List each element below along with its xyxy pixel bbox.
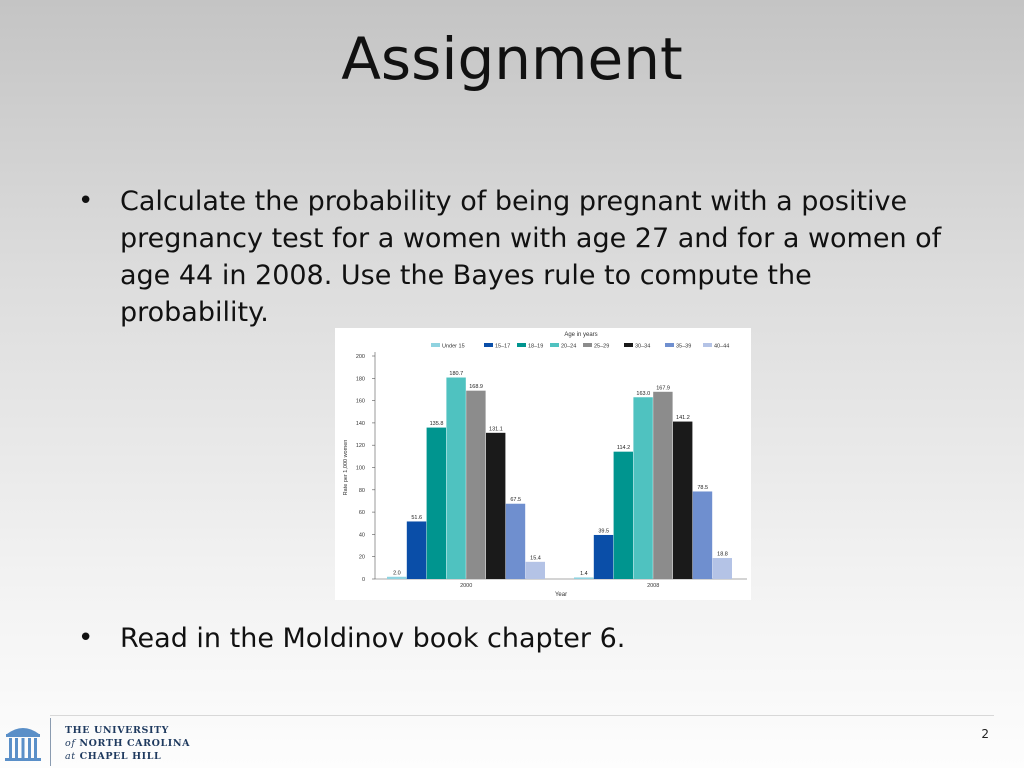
bar — [466, 391, 485, 579]
data-label: 131.1 — [489, 426, 503, 433]
data-label: 180.7 — [449, 371, 464, 378]
bar — [633, 397, 652, 579]
data-label: 2.0 — [393, 570, 401, 577]
bar — [574, 577, 593, 579]
y-axis-title: Rate per 1,000 women — [343, 439, 349, 496]
data-label: 78.5 — [697, 484, 709, 491]
bullet-glyph: • — [78, 186, 94, 216]
legend-label: 18–19 — [528, 343, 544, 350]
legend-swatch — [624, 343, 633, 347]
logo-line-3: at CHAPEL HILL — [65, 751, 162, 762]
data-label: 167.9 — [656, 385, 670, 392]
data-label: 141.2 — [676, 415, 690, 422]
legend-swatch — [583, 343, 592, 347]
bar — [407, 521, 426, 579]
bar — [526, 562, 545, 579]
bar — [693, 491, 712, 579]
y-tick-label: 20 — [358, 554, 365, 561]
data-label: 135.8 — [429, 421, 444, 428]
footer-divider — [50, 715, 994, 716]
bar — [653, 392, 672, 579]
bar — [446, 378, 465, 579]
bullet-item-1 — [78, 183, 948, 331]
bullet-item-2 — [78, 620, 948, 657]
y-tick-label: 40 — [358, 532, 365, 539]
slide-title: Assignment — [341, 25, 683, 93]
legend-label: 35–39 — [676, 343, 692, 350]
university-logo-text — [65, 724, 190, 763]
x-axis-title: Year — [554, 592, 568, 598]
bar — [427, 428, 446, 579]
data-label: 163.0 — [636, 390, 651, 397]
legend-label: 25–29 — [594, 343, 610, 350]
data-label: 18.8 — [717, 551, 728, 558]
bullet-glyph: • — [78, 623, 94, 653]
old-well-logo-icon — [3, 720, 43, 764]
legend-label: 20–24 — [561, 343, 577, 350]
page-number: 2 — [981, 727, 989, 741]
legend-swatch — [703, 343, 712, 347]
legend-label: 30–34 — [635, 343, 651, 350]
legend-swatch — [484, 343, 493, 347]
x-category-label: 2008 — [647, 583, 660, 589]
data-label: 15.4 — [530, 555, 541, 562]
y-tick-label: 140 — [355, 420, 365, 427]
logo-line-2: of NORTH CAROLINA — [65, 738, 191, 749]
logo-divider — [50, 718, 51, 766]
y-tick-label: 0 — [361, 577, 365, 583]
data-label: 51.6 — [411, 514, 423, 521]
data-label: 39.5 — [598, 528, 610, 535]
y-tick-label: 120 — [355, 443, 365, 450]
bar — [713, 558, 732, 579]
data-label: 1.4 — [580, 570, 588, 577]
bar — [614, 452, 633, 579]
legend-label: 40–44 — [714, 343, 730, 350]
y-tick-label: 60 — [358, 510, 365, 517]
bar — [486, 433, 505, 579]
legend-swatch — [517, 343, 526, 347]
legend-label: Under 15 — [442, 343, 465, 350]
bullet-text-2: Read in the Moldinov book chapter 6. — [120, 623, 626, 654]
logo-line-1: THE UNIVERSITY — [65, 725, 170, 736]
bullet-text-1: Calculate the probability of being pregnant with a positive pregnancy test for a women with age 27 and for a women of age 44 in 2008. Use the Bayes rule to compute the probability. — [120, 186, 942, 328]
bar — [387, 577, 406, 579]
chart-svg — [335, 328, 751, 600]
y-tick-label: 80 — [358, 487, 365, 494]
legend-swatch — [550, 343, 559, 347]
x-category-label: 2000 — [460, 583, 473, 589]
y-tick-label: 160 — [355, 398, 365, 405]
bar — [673, 422, 692, 579]
legend-title: Age in years — [564, 332, 598, 338]
legend-label: 15–17 — [495, 343, 511, 350]
bar — [506, 504, 525, 579]
data-label: 168.9 — [469, 384, 483, 391]
bar-chart — [335, 328, 751, 600]
legend-swatch — [665, 343, 674, 347]
legend-swatch — [431, 343, 440, 347]
data-label: 67.5 — [510, 497, 522, 504]
y-tick-label: 200 — [355, 354, 365, 360]
bar — [594, 535, 613, 579]
y-tick-label: 100 — [355, 465, 365, 472]
y-tick-label: 180 — [355, 376, 365, 383]
data-label: 114.2 — [616, 445, 631, 452]
